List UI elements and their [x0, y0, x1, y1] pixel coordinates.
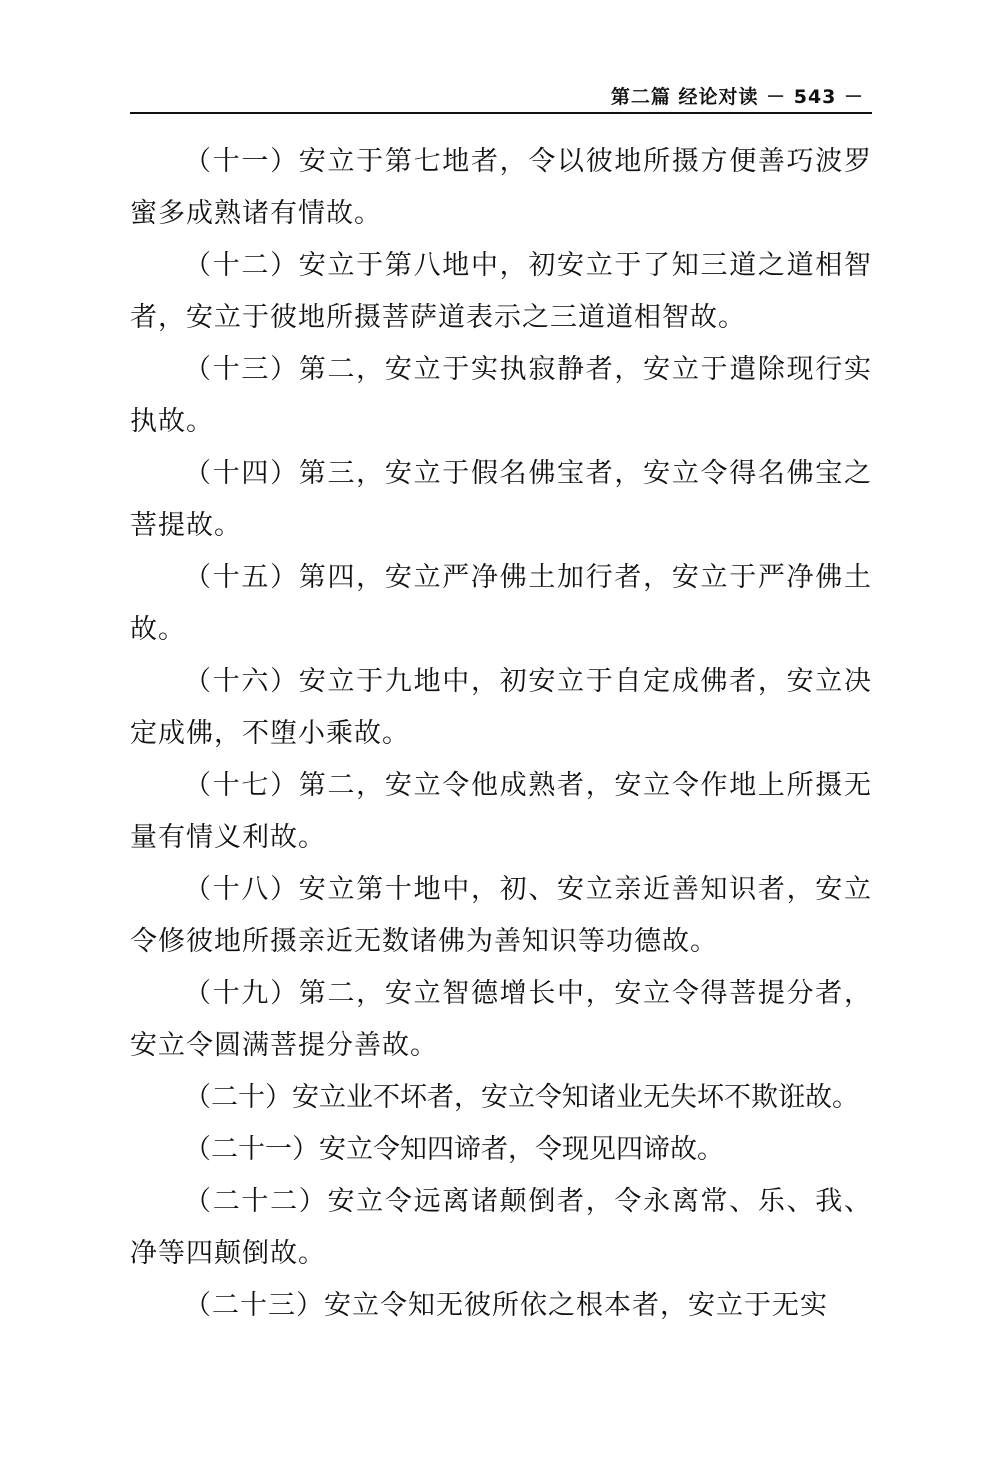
paragraph-18: （十八）安立第十地中，初、安立亲近善知识者，安立令修彼地所摄亲近无数诸佛为善知识等功德故。 [130, 874, 872, 957]
page-body [130, 136, 872, 1332]
paragraph-19: （十九）第二，安立智德增长中，安立令得菩提分者，安立令圆满菩提分善故。 [130, 978, 872, 1061]
paragraph-16: （十六）安立于九地中，初安立于自定成佛者，安立决定成佛，不堕小乘故。 [130, 666, 872, 749]
paragraph-14: （十四）第三，安立于假名佛宝者，安立令得名佛宝之菩提故。 [130, 458, 872, 541]
paragraph-11: （十一）安立于第七地者，令以彼地所摄方便善巧波罗蜜多成熟诸有情故。 [130, 146, 872, 229]
paragraph-23: （二十三）安立令知无彼所依之根本者，安立于无实 [184, 1290, 828, 1321]
paragraph-12: （十二）安立于第八地中，初安立于了知三道之道相智者，安立于彼地所摄菩萨道表示之三道道相智故。 [130, 250, 872, 333]
paragraph-20: （二十）安立业不坏者，安立令知诸业无失坏不欺诳故。 [184, 1082, 859, 1113]
paragraph-17: （十七）第二，安立令他成熟者，安立令作地上所摄无量有情义利故。 [130, 770, 872, 853]
paragraph-21: （二十一）安立令知四谛者，令现见四谛故。 [184, 1134, 724, 1165]
paragraph-15: （十五）第四，安立严净佛土加行者，安立于严净佛土故。 [130, 562, 872, 645]
paragraph-22: （二十二）安立令远离诸颠倒者，令永离常、乐、我、净等四颠倒故。 [130, 1186, 872, 1269]
paragraph-13: （十三）第二，安立于实执寂静者，安立于遣除现行实执故。 [130, 354, 872, 437]
header-title: 第二篇 经论对读 － 543 － [610, 86, 864, 108]
running-header [130, 80, 872, 114]
